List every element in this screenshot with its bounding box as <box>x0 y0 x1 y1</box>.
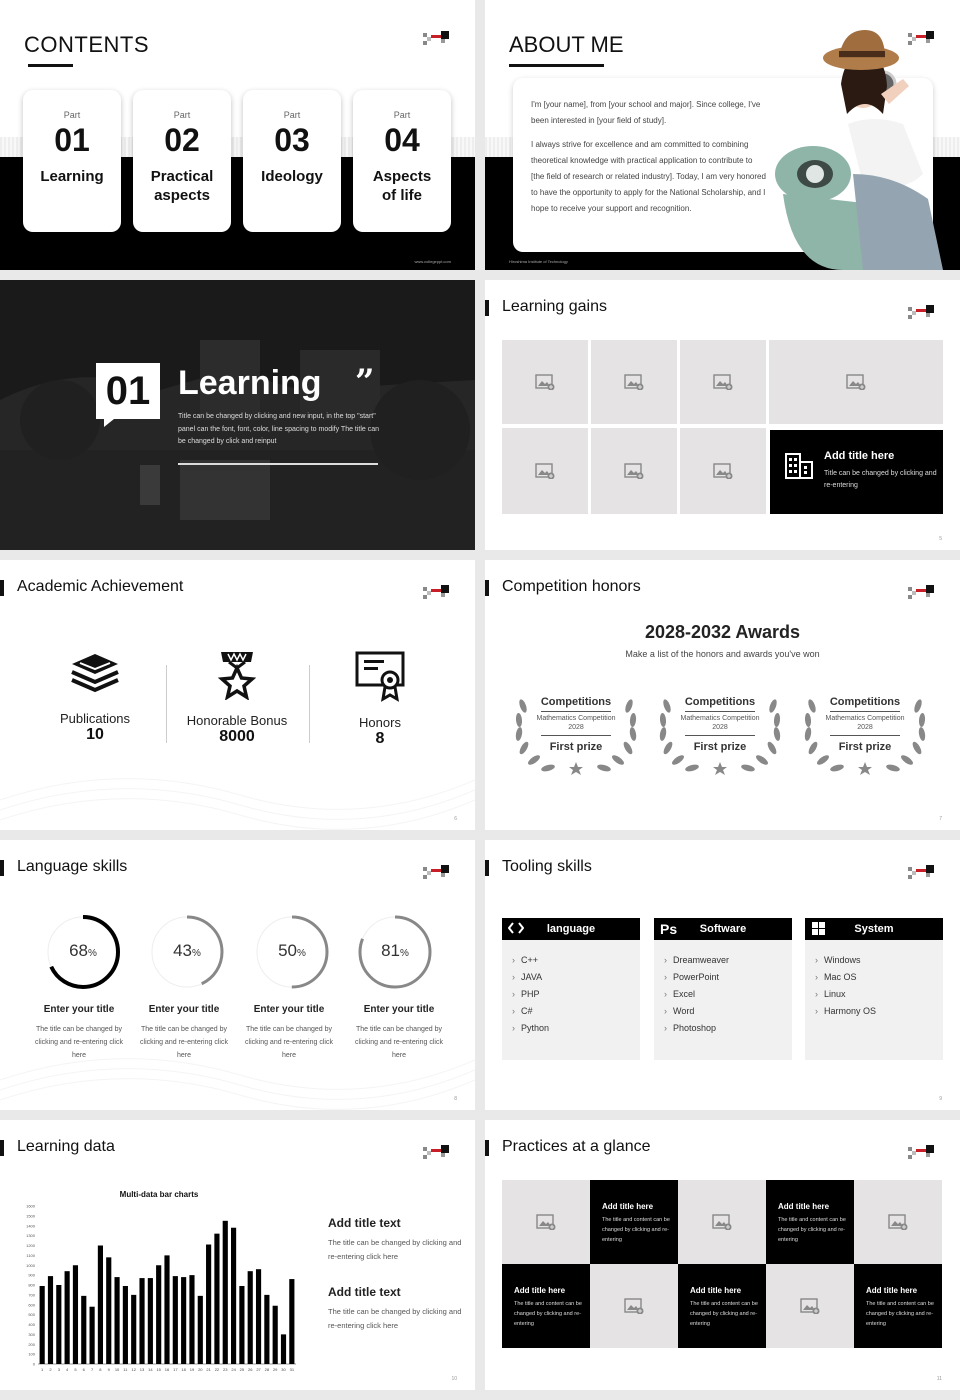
award-rule <box>830 711 900 712</box>
speech-tail <box>104 419 114 427</box>
tool-item: › Photoshop <box>664 1020 792 1037</box>
stat-honors <box>310 650 450 748</box>
tool-item: › Harmony OS <box>815 1003 943 1020</box>
image-placeholder[interactable] <box>678 1180 766 1264</box>
y-tick-label: 1600 <box>26 1203 35 1209</box>
part-card-4[interactable] <box>353 90 451 232</box>
page-number: 11 <box>936 1376 942 1382</box>
decor-wave <box>0 740 475 830</box>
x-tick-label: 4 <box>66 1367 69 1372</box>
bar <box>264 1295 269 1364</box>
image-placeholder-icon <box>535 463 555 479</box>
part-card-3[interactable] <box>243 90 341 232</box>
image-placeholder[interactable] <box>591 428 677 514</box>
tool-item: › Python <box>512 1020 640 1037</box>
part-number: 03 <box>274 122 310 158</box>
skill-description: The title can be changed by clicking and re-entering click here <box>35 1026 123 1059</box>
y-tick-label: 800 <box>28 1282 35 1288</box>
bar-chart <box>16 1184 302 1384</box>
part-label: Part <box>173 110 191 120</box>
bar <box>139 1278 144 1364</box>
chart-title: Multi-data bar charts <box>119 1190 199 1199</box>
medal-star-icon <box>215 650 259 700</box>
image-placeholder-icon <box>713 463 733 479</box>
x-tick-label: 11 <box>123 1367 128 1372</box>
skill-title: Enter your title <box>253 1004 325 1015</box>
skill-title: Enter your title <box>363 1004 435 1015</box>
image-placeholder[interactable] <box>590 1264 678 1348</box>
bar <box>114 1277 119 1364</box>
title-bar <box>485 300 489 316</box>
award-rule <box>685 711 755 712</box>
bar <box>273 1306 278 1364</box>
section-description: Title can be changed by clicking and new input, in the top "start" panel can the font, font, color, line spacing to modify The title can be changed by click and reinput <box>178 413 380 445</box>
skill-description: The title can be changed by clicking and re-entering click here <box>140 1026 228 1059</box>
footer-institute: Hiroshima Institute of Technology <box>509 259 568 264</box>
bio-paragraph-2: I always strive for excellence and am committed to combining theoretical knowledge with practical application to contribute to [the field of research or related industry]. Today, I am very honored to have the opportunity to apply for the National Scholarship, and I hope to receive your support and recognition. <box>531 140 766 213</box>
image-placeholder-icon <box>624 374 644 390</box>
image-placeholder[interactable] <box>591 340 677 424</box>
image-placeholder[interactable] <box>766 1264 854 1348</box>
tool-item: › Linux <box>815 986 943 1003</box>
title-bar <box>485 860 489 876</box>
skill-ring <box>355 912 435 992</box>
practice-card[interactable] <box>678 1264 766 1348</box>
practice-card-text: The title and content can be changed by clicking and re-entering <box>778 1217 846 1243</box>
x-tick-label: 12 <box>131 1367 136 1372</box>
title-bar <box>485 580 489 596</box>
award-badge <box>511 686 641 778</box>
skill-percent: 68 <box>69 941 88 960</box>
practice-card-title: Add title here <box>866 1286 918 1295</box>
x-tick-label: 7 <box>90 1367 94 1372</box>
x-tick-label: 5 <box>74 1367 77 1372</box>
bar <box>206 1245 211 1364</box>
image-placeholder-icon <box>800 1298 820 1314</box>
practice-card-title: Add title here <box>514 1286 566 1295</box>
title-bar <box>0 860 4 876</box>
part-label: Part <box>63 110 81 120</box>
x-tick-label: 15 <box>156 1367 161 1372</box>
award-rule <box>830 735 900 736</box>
x-tick-label: 21 <box>206 1367 211 1372</box>
slide-contents <box>0 0 475 270</box>
slide-title: Academic Achievement <box>17 578 184 595</box>
stat-publications <box>25 650 165 744</box>
skill-percent: 81 <box>381 941 400 960</box>
tool-item: › Windows <box>815 952 943 969</box>
stat-label: Honorable Bonus <box>186 713 288 728</box>
image-placeholder-icon <box>888 1214 908 1230</box>
slide-title: Tooling skills <box>502 858 592 875</box>
skill-caption <box>239 1004 339 1062</box>
image-placeholder[interactable] <box>502 428 588 514</box>
part-name: Practical <box>150 168 214 185</box>
feature-card[interactable] <box>770 430 943 514</box>
practice-card-text: The title and content can be changed by clicking and re-entering <box>866 1301 934 1327</box>
x-tick-label: 16 <box>164 1367 170 1372</box>
brand-logo-icon <box>908 584 934 600</box>
tool-column-software <box>654 918 792 1060</box>
award-event: Mathematics Competition <box>825 715 905 722</box>
tool-item: › Excel <box>664 986 792 1003</box>
bar <box>90 1307 95 1364</box>
y-tick-label: 1000 <box>26 1262 35 1268</box>
bar <box>131 1295 136 1364</box>
part-card-2[interactable] <box>133 90 231 232</box>
x-tick-label: 31 <box>289 1367 295 1372</box>
title-bar <box>0 1140 4 1156</box>
image-placeholder[interactable] <box>769 340 943 424</box>
slide-competition-honors <box>485 560 960 830</box>
bar <box>65 1271 70 1364</box>
slide-title: Competition honors <box>502 578 641 595</box>
stat-honorable-bonus <box>167 650 307 746</box>
stat-value: 8000 <box>219 728 255 745</box>
slide-title: Learning gains <box>502 298 607 315</box>
section-title: Learning <box>178 364 322 402</box>
brand-logo-icon <box>908 1144 934 1160</box>
image-placeholder[interactable] <box>854 1180 942 1264</box>
part-number: 01 <box>54 122 90 158</box>
slide-title: CONTENTS <box>24 32 149 57</box>
feature-card-title: Add title here <box>824 450 895 462</box>
award-rule <box>685 735 755 736</box>
tool-item: › JAVA <box>512 969 640 986</box>
percent-unit: % <box>297 948 306 959</box>
y-tick-label: 200 <box>28 1341 35 1347</box>
image-placeholder-icon <box>712 1214 732 1230</box>
award-rule <box>541 711 611 712</box>
x-tick-label: 24 <box>231 1367 236 1372</box>
title-underline <box>28 64 73 67</box>
brand-logo-icon <box>908 864 934 880</box>
award-prize: First prize <box>693 741 747 753</box>
brand-logo-icon <box>423 1144 449 1160</box>
text-block-title: Add title text <box>328 1285 401 1299</box>
practice-card-title: Add title here <box>778 1202 830 1211</box>
award-prize: First prize <box>549 741 603 753</box>
bar <box>198 1296 203 1364</box>
image-placeholder[interactable] <box>680 428 766 514</box>
page-number: 8 <box>454 1096 457 1102</box>
award-name: Competitions <box>684 696 756 708</box>
bar <box>223 1221 228 1364</box>
y-tick-label: 1400 <box>26 1223 35 1229</box>
y-tick-label: 300 <box>28 1331 35 1337</box>
stat-label: Honors <box>359 715 401 730</box>
building-icon <box>784 452 814 480</box>
title-bar <box>485 1140 489 1156</box>
bar <box>189 1275 194 1364</box>
slide-language-skills <box>0 840 475 1110</box>
x-tick-label: 8 <box>99 1367 102 1372</box>
slide-section-learning <box>0 280 475 550</box>
tool-item: › Dreamweaver <box>664 952 792 969</box>
x-tick-label: 2 <box>49 1367 52 1372</box>
image-placeholder[interactable] <box>680 340 766 424</box>
skill-caption <box>349 1004 449 1062</box>
percent-unit: % <box>192 948 201 959</box>
title-bar <box>0 580 4 596</box>
image-placeholder-icon <box>713 374 733 390</box>
tool-column-language <box>502 918 640 1060</box>
bar <box>256 1269 261 1364</box>
y-tick-label: 1200 <box>26 1243 35 1248</box>
portrait-photo <box>753 24 953 270</box>
section-number: 01 <box>105 369 151 413</box>
x-tick-label: 26 <box>247 1367 253 1372</box>
brand-logo-icon <box>423 864 449 880</box>
bar <box>156 1265 161 1364</box>
tool-column-header: Software <box>699 923 747 935</box>
stat-value: 10 <box>86 726 104 743</box>
x-tick-label: 20 <box>198 1367 203 1372</box>
part-label: Part <box>283 110 301 120</box>
slide-title: Learning data <box>17 1138 115 1155</box>
image-placeholder-icon <box>846 374 866 390</box>
x-tick-label: 1 <box>41 1367 44 1372</box>
bar <box>40 1286 45 1364</box>
bar <box>98 1246 103 1365</box>
books-icon <box>68 650 122 698</box>
x-tick-label: 9 <box>107 1367 110 1372</box>
y-tick-label: 500 <box>28 1312 35 1318</box>
award-rule <box>541 735 611 736</box>
part-name: Learning <box>40 168 104 185</box>
slide-title: Practices at a glance <box>502 1138 651 1155</box>
feature-card-text: Title can be changed by clicking and re-entering <box>824 470 937 489</box>
y-tick-label: 1300 <box>26 1233 35 1239</box>
bar <box>48 1276 53 1364</box>
image-placeholder-icon <box>535 374 555 390</box>
bio-text <box>531 97 766 217</box>
bar <box>231 1228 236 1364</box>
x-tick-label: 19 <box>189 1367 195 1372</box>
tool-item: › C# <box>512 1003 640 1020</box>
x-tick-label: 28 <box>264 1367 270 1372</box>
practice-card[interactable] <box>590 1180 678 1264</box>
part-name: of life <box>382 187 422 204</box>
bar <box>289 1279 294 1364</box>
part-name: Aspects <box>372 168 432 185</box>
text-block-body: The title can be changed by clicking and re-entering click here <box>328 1238 462 1261</box>
tool-item: › Mac OS <box>815 969 943 986</box>
slide-title: ABOUT ME <box>509 32 624 57</box>
x-tick-label: 27 <box>256 1367 261 1372</box>
part-name: aspects <box>154 187 210 204</box>
y-tick-label: 1500 <box>26 1213 35 1219</box>
page-number: 6 <box>454 816 457 822</box>
x-tick-label: 10 <box>114 1367 120 1372</box>
awards-subtitle: Make a list of the honors and awards you've won <box>625 649 820 659</box>
section-divider <box>178 463 378 465</box>
awards-headline: 2028-2032 Awards <box>644 622 801 642</box>
slide-title: Language skills <box>17 858 128 875</box>
tool-item: › C++ <box>512 952 640 969</box>
x-tick-label: 30 <box>281 1367 286 1372</box>
certificate-icon <box>354 650 406 702</box>
bar <box>173 1276 178 1364</box>
bar <box>123 1286 128 1364</box>
image-placeholder-icon <box>624 463 644 479</box>
brand-logo-icon <box>908 304 934 320</box>
tool-column-header: System <box>854 923 894 935</box>
page-number: 10 <box>451 1376 457 1382</box>
award-name: Competitions <box>829 696 901 708</box>
award-year: 2028 <box>712 724 728 731</box>
text-block-body: The title can be changed by clicking and re-entering click here <box>328 1307 462 1330</box>
y-tick-label: 100 <box>28 1351 35 1357</box>
bar-chart-svg <box>16 1184 302 1384</box>
x-tick-label: 22 <box>214 1367 220 1372</box>
slide-about-me <box>485 0 960 270</box>
x-tick-label: 29 <box>272 1367 278 1372</box>
page-number: 7 <box>939 816 942 822</box>
part-number: 04 <box>384 122 420 158</box>
text-block <box>328 1216 468 1264</box>
award-event: Mathematics Competition <box>680 715 760 722</box>
bar <box>214 1234 219 1364</box>
percent-unit: % <box>400 948 409 959</box>
skill-percent: 50 <box>278 941 297 960</box>
tool-column-header: language <box>546 923 596 935</box>
text-block-title: Add title text <box>328 1216 401 1230</box>
page-number: 9 <box>939 1096 942 1102</box>
practice-card-text: The title and content can be changed by clicking and re-entering <box>514 1301 582 1327</box>
image-placeholder[interactable] <box>502 1180 590 1264</box>
bar <box>239 1286 244 1364</box>
bar <box>73 1265 78 1364</box>
bar <box>56 1285 61 1364</box>
image-placeholder-icon <box>624 1298 644 1314</box>
text-block <box>328 1285 468 1333</box>
x-tick-label: 3 <box>57 1367 60 1372</box>
skill-title: Enter your title <box>43 1004 115 1015</box>
y-tick-label: 1100 <box>26 1252 35 1258</box>
image-placeholder-icon <box>536 1214 556 1230</box>
award-badge <box>800 686 930 778</box>
y-tick-label: 400 <box>28 1322 35 1327</box>
tool-column-system <box>805 918 943 1060</box>
bar <box>281 1334 286 1364</box>
part-label: Part <box>393 110 411 120</box>
svg-text:Ps: Ps <box>660 921 678 936</box>
tool-item: › PowerPoint <box>664 969 792 986</box>
brand-logo-icon <box>423 30 449 46</box>
y-tick-label: 600 <box>28 1302 35 1308</box>
part-card-1[interactable] <box>23 90 121 232</box>
x-tick-label: 6 <box>82 1367 85 1372</box>
bar <box>181 1277 186 1364</box>
award-event: Mathematics Competition <box>536 715 616 722</box>
tool-item: › PHP <box>512 986 640 1003</box>
bar <box>148 1278 153 1364</box>
skill-percent: 43 <box>173 941 192 960</box>
bar <box>81 1296 86 1364</box>
x-tick-label: 13 <box>139 1367 145 1372</box>
skill-ring <box>147 912 227 992</box>
section-number-box <box>96 363 160 419</box>
practice-card[interactable] <box>854 1264 942 1348</box>
slide-learning-gains <box>485 280 960 550</box>
skill-description: The title can be changed by clicking and re-entering click here <box>245 1026 333 1059</box>
practice-card-title: Add title here <box>690 1286 742 1295</box>
x-tick-label: 17 <box>173 1367 178 1372</box>
x-tick-label: 25 <box>239 1367 245 1372</box>
award-year: 2028 <box>568 724 584 731</box>
skill-ring <box>43 912 123 992</box>
slide-academic-achievement <box>0 560 475 830</box>
tool-item: › Word <box>664 1003 792 1020</box>
bar <box>164 1255 169 1364</box>
title-underline <box>509 64 604 67</box>
award-name: Competitions <box>540 696 612 708</box>
skill-description: The title can be changed by clicking and re-entering click here <box>355 1026 443 1059</box>
slide-practices <box>485 1120 960 1390</box>
practice-card-title: Add title here <box>602 1202 654 1211</box>
practice-card[interactable] <box>502 1264 590 1348</box>
x-tick-label: 23 <box>223 1367 228 1372</box>
y-tick-label: 700 <box>28 1292 35 1298</box>
x-tick-label: 14 <box>148 1367 153 1372</box>
quote-mark-icon: ” <box>355 362 375 402</box>
bar <box>106 1257 111 1364</box>
stat-value: 8 <box>375 730 385 747</box>
y-tick-label: 0 <box>32 1361 35 1367</box>
skill-ring <box>252 912 332 992</box>
skill-caption <box>29 1004 129 1062</box>
brand-logo-icon <box>423 584 449 600</box>
award-year: 2028 <box>857 724 873 731</box>
bar <box>248 1271 253 1364</box>
image-placeholder[interactable] <box>502 340 588 424</box>
stat-label: Publications <box>59 711 131 726</box>
x-tick-label: 18 <box>181 1367 186 1372</box>
skill-title: Enter your title <box>148 1004 220 1015</box>
practice-card-text: The title and content can be changed by clicking and re-entering <box>690 1301 758 1327</box>
award-prize: First prize <box>838 741 892 753</box>
slide-learning-data <box>0 1120 475 1390</box>
y-tick-label: 900 <box>28 1272 35 1278</box>
part-number: 02 <box>164 122 200 158</box>
page-number: 5 <box>939 536 942 542</box>
bio-paragraph-1: I'm [your name], from [your school and major]. Since college, I've been interested in [your field of study]. <box>531 100 761 125</box>
practice-card[interactable] <box>766 1180 854 1264</box>
slide-tooling-skills <box>485 840 960 1110</box>
award-badge <box>655 686 785 778</box>
skill-caption <box>134 1004 234 1062</box>
practice-card-text: The title and content can be changed by clicking and re-entering <box>602 1217 670 1243</box>
part-name: Ideology <box>261 168 323 185</box>
footer-url: www.collegeppt.com <box>414 259 451 264</box>
percent-unit: % <box>88 948 97 959</box>
